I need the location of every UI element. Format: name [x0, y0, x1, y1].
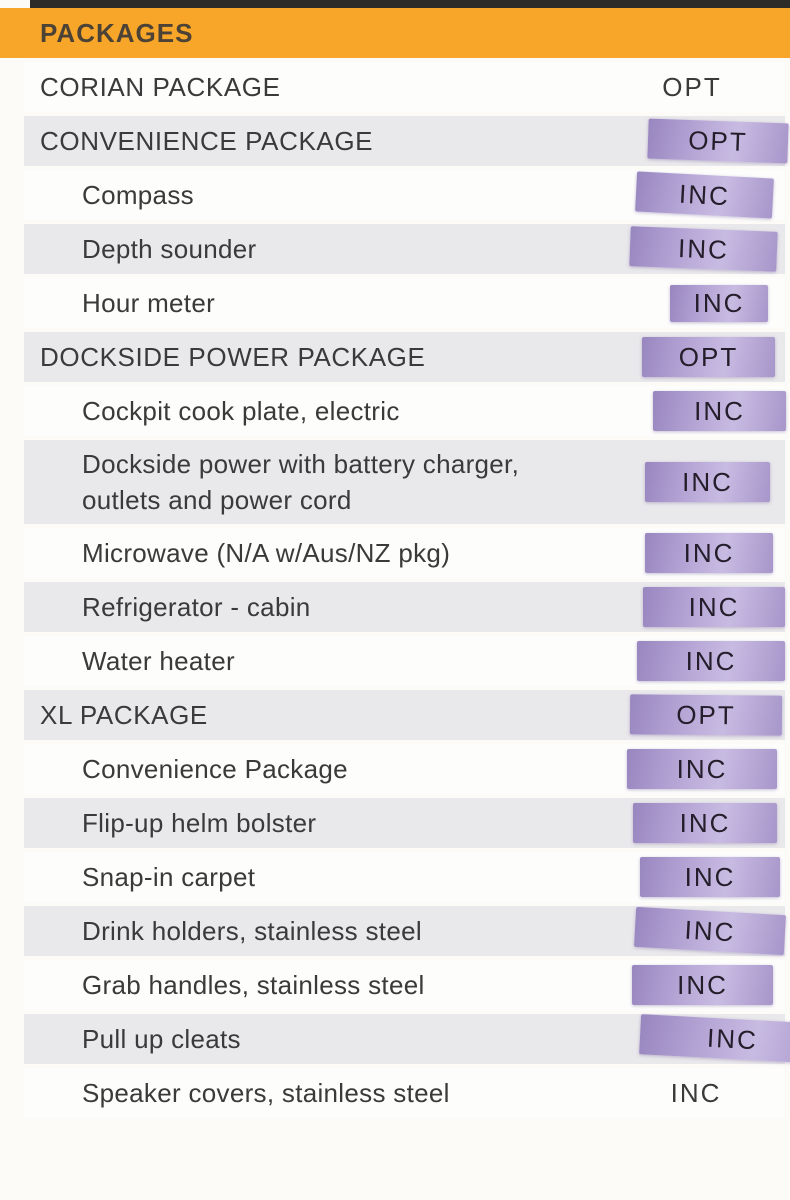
status-highlight-mark: INC	[640, 857, 780, 897]
feature-row	[24, 744, 785, 794]
status-highlight-mark: OPT	[642, 337, 775, 377]
feature-row	[24, 960, 785, 1010]
status-highlight-mark: INC	[643, 587, 785, 627]
feature-row	[24, 852, 785, 902]
package-row	[24, 332, 785, 382]
package-row	[24, 116, 785, 166]
feature-row	[24, 906, 785, 956]
status-highlight-mark: INC	[627, 749, 777, 789]
row-label: Grab handles, stainless steel	[82, 969, 425, 1000]
status-highlight-mark: OPT	[630, 694, 782, 735]
feature-row	[24, 1068, 785, 1118]
row-label: Pull up cleats	[82, 1023, 241, 1054]
status-highlight-mark: INC	[670, 285, 768, 322]
row-label: CORIAN PACKAGE	[40, 71, 281, 102]
row-label: Snap-in carpet	[82, 861, 256, 892]
feature-row	[24, 636, 785, 686]
row-label: Refrigerator - cabin	[82, 591, 311, 622]
row-label: Depth sounder	[82, 233, 257, 264]
feature-row	[24, 582, 785, 632]
status-highlight-mark: INC	[633, 803, 777, 843]
page-title: PACKAGES	[40, 17, 194, 48]
row-label: Speaker covers, stainless steel	[82, 1077, 450, 1108]
feature-row	[24, 278, 785, 328]
row-label: Compass	[82, 179, 194, 210]
row-label: Cockpit cook plate, electric	[82, 395, 400, 426]
status-text: OPT	[662, 71, 722, 102]
feature-row	[24, 224, 785, 274]
packages-header-bar	[0, 8, 790, 58]
row-label: Hour meter	[82, 287, 216, 318]
status-highlight-mark: INC	[653, 391, 786, 431]
row-label: Drink holders, stainless steel	[82, 915, 422, 946]
status-highlight-mark: OPT	[647, 119, 788, 164]
row-label: XL PACKAGE	[40, 699, 208, 730]
feature-row	[24, 386, 785, 436]
status-highlight-mark: INC	[645, 533, 773, 573]
status-highlight-mark: INC	[645, 462, 770, 502]
feature-row	[24, 440, 785, 524]
status-highlight-mark: INC	[629, 226, 777, 272]
spec-table	[24, 62, 785, 1122]
status-highlight-mark: INC	[634, 907, 786, 955]
row-label: CONVENIENCE PACKAGE	[40, 125, 374, 156]
package-row	[24, 62, 785, 112]
status-highlight-mark: INC	[632, 965, 773, 1005]
row-label: Flip-up helm bolster	[82, 807, 317, 838]
feature-row	[24, 798, 785, 848]
row-label: DOCKSIDE POWER PACKAGE	[40, 341, 426, 372]
status-highlight-mark: INC	[635, 171, 774, 218]
feature-row	[24, 1014, 785, 1064]
top-dark-strip	[30, 0, 790, 8]
row-label: Microwave (N/A w/Aus/NZ pkg)	[82, 537, 451, 568]
feature-row	[24, 170, 785, 220]
status-highlight-mark: INC	[639, 1014, 790, 1064]
row-label: Convenience Package	[82, 753, 348, 784]
status-text: INC	[670, 1077, 722, 1108]
row-label: Dockside power with battery charger, outlets and power cord	[82, 448, 520, 515]
package-row	[24, 690, 785, 740]
feature-row	[24, 528, 785, 578]
row-label: Water heater	[82, 645, 235, 676]
status-highlight-mark: INC	[637, 641, 785, 681]
